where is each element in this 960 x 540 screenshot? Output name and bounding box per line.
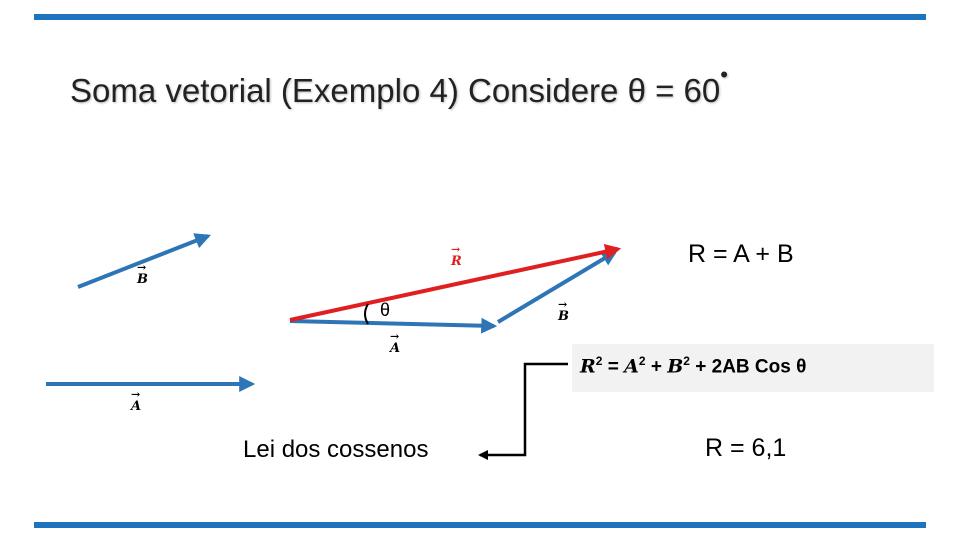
- label-a-main: → A: [390, 330, 401, 356]
- sum-equation: R = A + B: [688, 240, 794, 268]
- arrow-right-icon: →: [137, 261, 147, 274]
- degree-symbol: •: [720, 62, 728, 87]
- vector-a-main: [290, 321, 494, 326]
- label-a-left: → A: [131, 388, 142, 414]
- formula-box: [572, 344, 934, 392]
- law-of-cosines-label: Lei dos cossenos: [243, 436, 429, 463]
- label-b-main: → B: [558, 298, 569, 324]
- arrow-right-icon: →: [558, 298, 568, 311]
- angle-label: θ: [380, 300, 391, 320]
- label-r-main: → R: [451, 243, 462, 269]
- label-b-left: → B: [137, 261, 148, 287]
- result-value: R = 6,1: [705, 434, 787, 462]
- arrow-right-icon: →: [390, 330, 400, 343]
- angle-arc: [365, 304, 368, 324]
- arrow-right-icon: →: [131, 388, 141, 401]
- arrow-right-icon: →: [451, 243, 461, 256]
- connector-line: [480, 364, 568, 455]
- law-of-cosines-formula: $R^2 = A^2 + B^2 + 2AB$ Cos θ: [580, 354, 807, 378]
- title-text: Soma vetorial (Exemplo 4) Considere θ = 60: [70, 72, 721, 109]
